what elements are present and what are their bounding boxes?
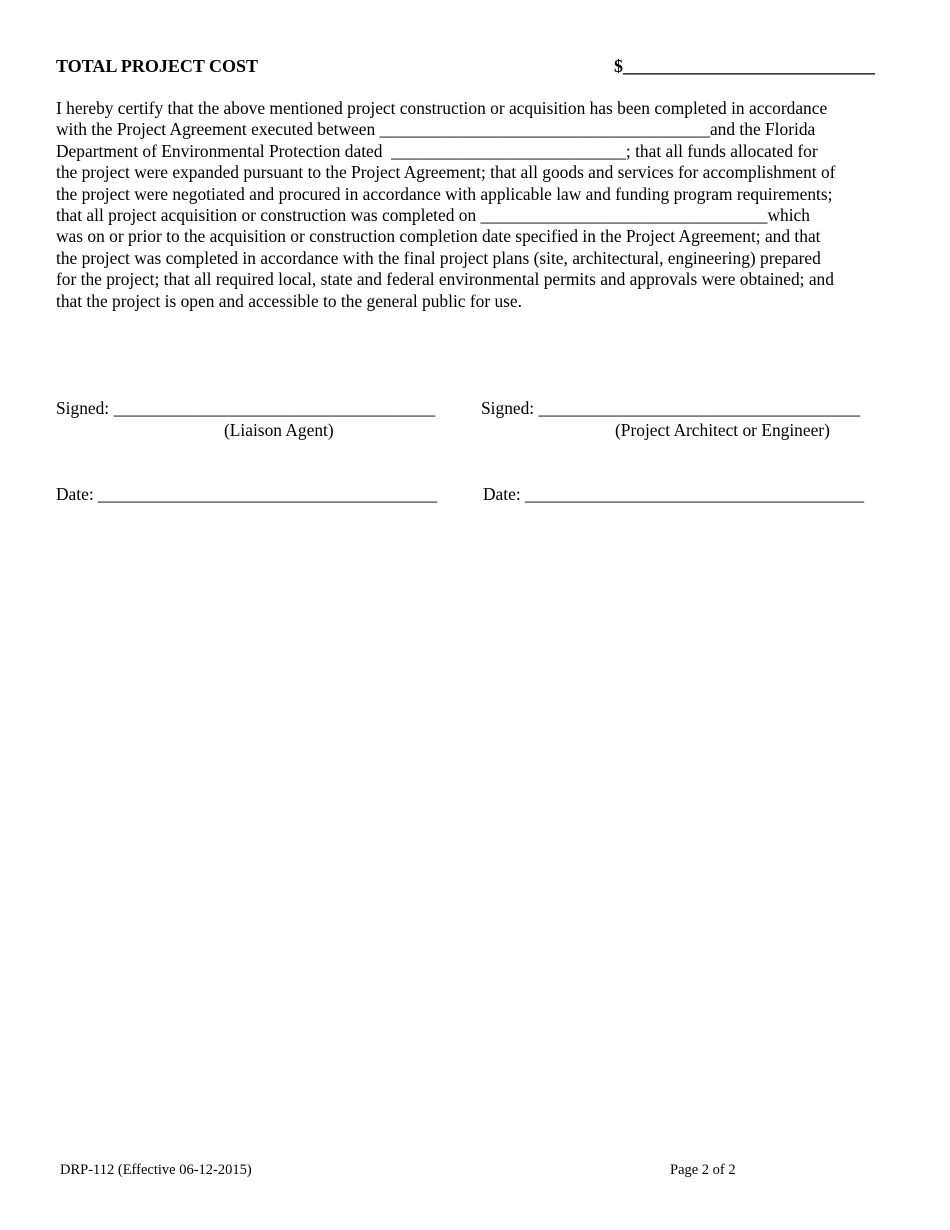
liaison-agent-signature-line: Signed: _____________________________________ — [56, 398, 436, 418]
total-project-cost-label: TOTAL PROJECT COST — [56, 56, 259, 76]
architect-engineer-caption: (Project Architect or Engineer) — [615, 420, 830, 440]
certification-line: with the Project Agreement executed between ______________________________________and the Florida — [56, 119, 816, 140]
certification-paragraph — [56, 98, 896, 312]
certification-line: that all project acquisition or construction was completed on _________________________________which — [56, 205, 810, 226]
form-id-footer: DRP-112 (Effective 06-12-2015) — [60, 1162, 252, 1178]
certification-line: the project were negotiated and procured in accordance with applicable law and funding program requirements; — [56, 183, 833, 204]
certification-line: that the project is open and accessible to the general public for use. — [56, 290, 522, 311]
certification-line: for the project; that all required local, state and federal environmental permits and approvals were obtained; and — [56, 269, 834, 290]
liaison-agent-caption: (Liaison Agent) — [224, 420, 334, 440]
certification-line: I hereby certify that the above mentioned project construction or acquisition has been completed in accordance — [56, 98, 828, 118]
architect-engineer-date-line: Date: _______________________________________ — [483, 484, 865, 504]
page-number-footer: Page 2 of 2 — [670, 1162, 736, 1178]
certification-line: Department of Environmental Protection dated ___________________________; that all funds allocated for — [56, 140, 818, 161]
architect-engineer-signature-line: Signed: _____________________________________ — [481, 398, 861, 418]
certification-line: the project was completed in accordance with the final project plans (site, architectural, engineering) prepared — [56, 247, 821, 268]
certification-line: was on or prior to the acquisition or construction completion date specified in the Project Agreement; and that — [56, 226, 821, 247]
certification-line: the project were expanded pursuant to the Project Agreement; that all goods and services for accomplishment of — [56, 162, 836, 183]
liaison-agent-date-line: Date: _______________________________________ — [56, 484, 438, 504]
total-project-cost-field: $____________________________ — [614, 56, 875, 76]
